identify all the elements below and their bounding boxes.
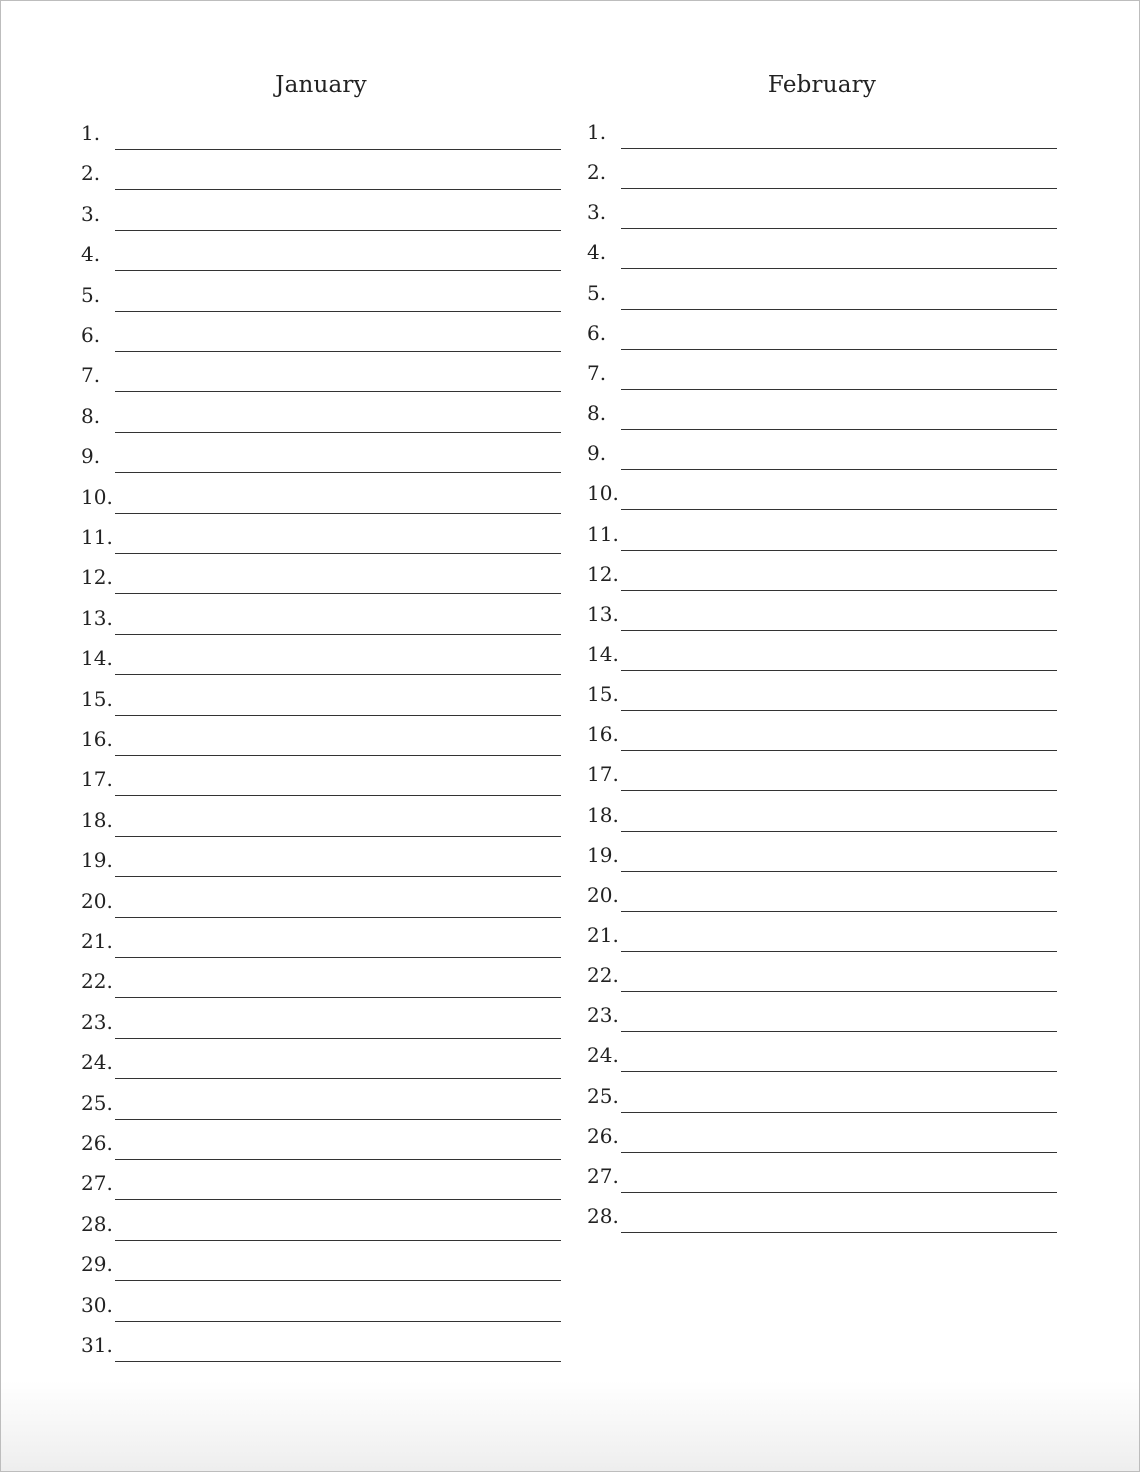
- february-entry-line[interactable]: [621, 1232, 1057, 1233]
- january-entry-row: [81, 686, 561, 716]
- february-entry-line[interactable]: [621, 509, 1057, 510]
- january-entry-line[interactable]: [115, 876, 561, 877]
- february-entry-row: [587, 681, 1057, 711]
- january-entry-row: [81, 362, 561, 392]
- january-entry-row: [81, 1009, 561, 1039]
- february-entry-line[interactable]: [621, 590, 1057, 591]
- january-entry-row: [81, 888, 561, 918]
- february-entry-number: 3.: [587, 200, 607, 225]
- january-entry-number: 1.: [81, 121, 101, 145]
- january-entry-line[interactable]: [115, 755, 561, 756]
- february-entry-line[interactable]: [621, 148, 1057, 149]
- january-entry-number: 17.: [81, 767, 113, 792]
- february-entry-line[interactable]: [621, 831, 1057, 832]
- february-entry-number: 18.: [587, 802, 619, 827]
- january-entry-line[interactable]: [115, 593, 561, 594]
- january-entry-row: [81, 564, 561, 594]
- february-entry-number: 7.: [587, 360, 607, 385]
- january-entry-row: [81, 928, 561, 958]
- january-entry-line[interactable]: [115, 1280, 561, 1281]
- february-entry-line[interactable]: [621, 911, 1057, 912]
- february-entry-line[interactable]: [621, 389, 1057, 390]
- february-entry-number: 10.: [587, 481, 619, 506]
- february-entry-number: 17.: [587, 762, 619, 787]
- january-entry-row: [81, 403, 561, 433]
- january-entry-row: [81, 1251, 561, 1281]
- february-entry-row: [587, 521, 1057, 551]
- january-entry-row: [81, 807, 561, 837]
- february-entry-line[interactable]: [621, 429, 1057, 430]
- february-entry-line[interactable]: [621, 991, 1057, 992]
- january-entry-row: [81, 1049, 561, 1079]
- january-entry-row: [81, 282, 561, 312]
- february-entry-line[interactable]: [621, 1071, 1057, 1072]
- february-entry-line[interactable]: [621, 188, 1057, 189]
- february-entry-number: 4.: [587, 240, 607, 265]
- january-entry-row: [81, 443, 561, 473]
- january-entry-number: 19.: [81, 848, 113, 873]
- january-entry-line[interactable]: [115, 1240, 561, 1241]
- february-entry-row: [587, 842, 1057, 872]
- january-entry-number: 16.: [81, 727, 113, 751]
- january-entry-number: 10.: [81, 484, 113, 509]
- february-entry-row: [587, 802, 1057, 832]
- february-entry-line[interactable]: [621, 710, 1057, 711]
- page-bottom-shadow: [1, 1381, 1139, 1471]
- january-entry-number: 14.: [81, 646, 113, 671]
- january-entry-line[interactable]: [115, 795, 561, 796]
- january-entry-number: 12.: [81, 565, 113, 590]
- january-entry-line[interactable]: [115, 351, 561, 352]
- january-entry-line[interactable]: [115, 432, 561, 433]
- february-entry-row: [587, 480, 1057, 510]
- january-entry-number: 5.: [81, 282, 101, 307]
- february-entry-line[interactable]: [621, 1112, 1057, 1113]
- february-entry-row: [587, 440, 1057, 470]
- february-entry-line[interactable]: [621, 228, 1057, 229]
- january-entry-row: [81, 1130, 561, 1160]
- february-entry-number: 15.: [587, 682, 619, 707]
- february-entry-line[interactable]: [621, 268, 1057, 269]
- february-entry-number: 24.: [587, 1043, 619, 1068]
- january-entry-number: 6.: [81, 323, 101, 347]
- february-entry-row: [587, 199, 1057, 229]
- february-entry-line[interactable]: [621, 309, 1057, 310]
- february-entry-row: [587, 360, 1057, 390]
- february-entry-line[interactable]: [621, 670, 1057, 671]
- february-entry-line[interactable]: [621, 550, 1057, 551]
- february-entry-row: [587, 159, 1057, 189]
- february-entry-line[interactable]: [621, 790, 1057, 791]
- january-entry-row: [81, 726, 561, 756]
- january-entry-number: 7.: [81, 363, 101, 388]
- january-entry-line[interactable]: [115, 391, 561, 392]
- february-entry-row: [587, 320, 1057, 350]
- february-entry-line[interactable]: [621, 469, 1057, 470]
- february-entry-line[interactable]: [621, 1031, 1057, 1032]
- february-entry-row: [587, 761, 1057, 791]
- january-entry-number: 18.: [81, 807, 113, 832]
- january-title: January: [275, 72, 367, 98]
- february-entry-number: 1.: [587, 120, 607, 144]
- january-entry-row: [81, 524, 561, 554]
- february-entry-row: [587, 1002, 1057, 1032]
- january-entry-number: 23.: [81, 1009, 113, 1034]
- january-entry-row: [81, 160, 561, 190]
- february-entry-row: [587, 922, 1057, 952]
- january-entry-number: 11.: [81, 525, 113, 549]
- january-entry-number: 28.: [81, 1211, 113, 1236]
- january-entry-number: 13.: [81, 605, 113, 630]
- january-entry-row: [81, 1211, 561, 1241]
- january-entry-line[interactable]: [115, 1078, 561, 1079]
- february-entry-row: [587, 1042, 1057, 1072]
- january-entry-line[interactable]: [115, 270, 561, 271]
- february-entry-row: [587, 561, 1057, 591]
- february-entry-line[interactable]: [621, 630, 1057, 631]
- january-entry-line[interactable]: [115, 634, 561, 635]
- january-entry-number: 15.: [81, 686, 113, 711]
- february-entry-row: [587, 641, 1057, 671]
- january-entry-row: [81, 605, 561, 635]
- january-entry-row: [81, 847, 561, 877]
- january-entry-line[interactable]: [115, 189, 561, 190]
- january-entry-row: [81, 766, 561, 796]
- february-entry-row: [587, 721, 1057, 751]
- january-entry-number: 9.: [81, 444, 101, 469]
- february-entry-number: 14.: [587, 641, 619, 666]
- january-entry-line[interactable]: [115, 311, 561, 312]
- january-entry-number: 27.: [81, 1171, 113, 1196]
- january-entry-number: 4.: [81, 242, 101, 267]
- february-entry-number: 8.: [587, 401, 607, 426]
- february-entry-number: 25.: [587, 1083, 619, 1108]
- february-entry-row: [587, 962, 1057, 992]
- january-entry-line[interactable]: [115, 836, 561, 837]
- january-entry-line[interactable]: [115, 957, 561, 958]
- february-entry-number: 13.: [587, 601, 619, 626]
- january-entry-line[interactable]: [115, 230, 561, 231]
- january-entry-line[interactable]: [115, 674, 561, 675]
- february-entry-row: [587, 119, 1057, 149]
- february-entry-number: 11.: [587, 521, 619, 546]
- february-entry-row: [587, 239, 1057, 269]
- january-entry-number: 21.: [81, 929, 113, 953]
- january-entry-number: 26.: [81, 1131, 113, 1155]
- february-entry-number: 5.: [587, 280, 607, 305]
- february-entry-line[interactable]: [621, 750, 1057, 751]
- february-entry-number: 6.: [587, 320, 607, 345]
- february-entry-row: [587, 1123, 1057, 1153]
- january-entry-line[interactable]: [115, 1119, 561, 1120]
- january-entry-line[interactable]: [115, 715, 561, 716]
- february-entry-row: [587, 1083, 1057, 1113]
- january-entry-number: 30.: [81, 1292, 113, 1317]
- january-entry-line[interactable]: [115, 997, 561, 998]
- february-entry-line[interactable]: [621, 871, 1057, 872]
- february-entry-number: 23.: [587, 1003, 619, 1028]
- january-entry-row: [81, 484, 561, 514]
- february-entry-row: [587, 601, 1057, 631]
- february-entry-number: 2.: [587, 160, 607, 185]
- january-entry-line[interactable]: [115, 1038, 561, 1039]
- january-entry-number: 22.: [81, 969, 113, 994]
- january-entry-row: [81, 201, 561, 231]
- january-entry-line[interactable]: [115, 1321, 561, 1322]
- january-entry-row: [81, 645, 561, 675]
- january-entry-line[interactable]: [115, 1361, 561, 1362]
- february-entry-number: 16.: [587, 722, 619, 747]
- january-entry-number: 20.: [81, 888, 113, 913]
- january-entry-row: [81, 120, 561, 150]
- january-entry-number: 31.: [81, 1333, 113, 1357]
- february-title: February: [767, 72, 877, 98]
- february-entry-line[interactable]: [621, 1192, 1057, 1193]
- january-entry-line[interactable]: [115, 553, 561, 554]
- january-entry-number: 3.: [81, 201, 101, 226]
- february-entry-number: 21.: [587, 923, 619, 947]
- february-entry-number: 20.: [587, 882, 619, 907]
- february-entry-number: 19.: [587, 842, 619, 867]
- february-entry-number: 27.: [587, 1163, 619, 1188]
- january-entry-line[interactable]: [115, 917, 561, 918]
- february-entry-row: [587, 882, 1057, 912]
- february-entry-row: [587, 1163, 1057, 1193]
- february-entry-row: [587, 400, 1057, 430]
- february-entry-number: 22.: [587, 963, 619, 988]
- january-entry-number: 8.: [81, 403, 101, 428]
- january-entry-number: 29.: [81, 1252, 113, 1277]
- february-entry-line[interactable]: [621, 349, 1057, 350]
- january-entry-row: [81, 322, 561, 352]
- january-entry-line[interactable]: [115, 472, 561, 473]
- january-entry-row: [81, 968, 561, 998]
- january-entry-line[interactable]: [115, 149, 561, 150]
- january-entry-row: [81, 1170, 561, 1200]
- february-entry-line[interactable]: [621, 1152, 1057, 1153]
- january-entry-row: [81, 1332, 561, 1362]
- january-entry-line[interactable]: [115, 1199, 561, 1200]
- january-entry-row: [81, 1090, 561, 1120]
- february-entry-line[interactable]: [621, 951, 1057, 952]
- february-entry-number: 12.: [587, 561, 619, 586]
- february-entry-number: 9.: [587, 441, 607, 466]
- february-entry-row: [587, 280, 1057, 310]
- january-entry-line[interactable]: [115, 1159, 561, 1160]
- february-entry-number: 28.: [587, 1204, 619, 1229]
- january-entry-line[interactable]: [115, 513, 561, 514]
- january-entry-number: 25.: [81, 1090, 113, 1115]
- january-entry-row: [81, 1292, 561, 1322]
- january-entry-row: [81, 241, 561, 271]
- january-entry-number: 2.: [81, 161, 101, 186]
- february-entry-row: [587, 1203, 1057, 1233]
- february-entry-number: 26.: [587, 1123, 619, 1148]
- january-entry-number: 24.: [81, 1050, 113, 1075]
